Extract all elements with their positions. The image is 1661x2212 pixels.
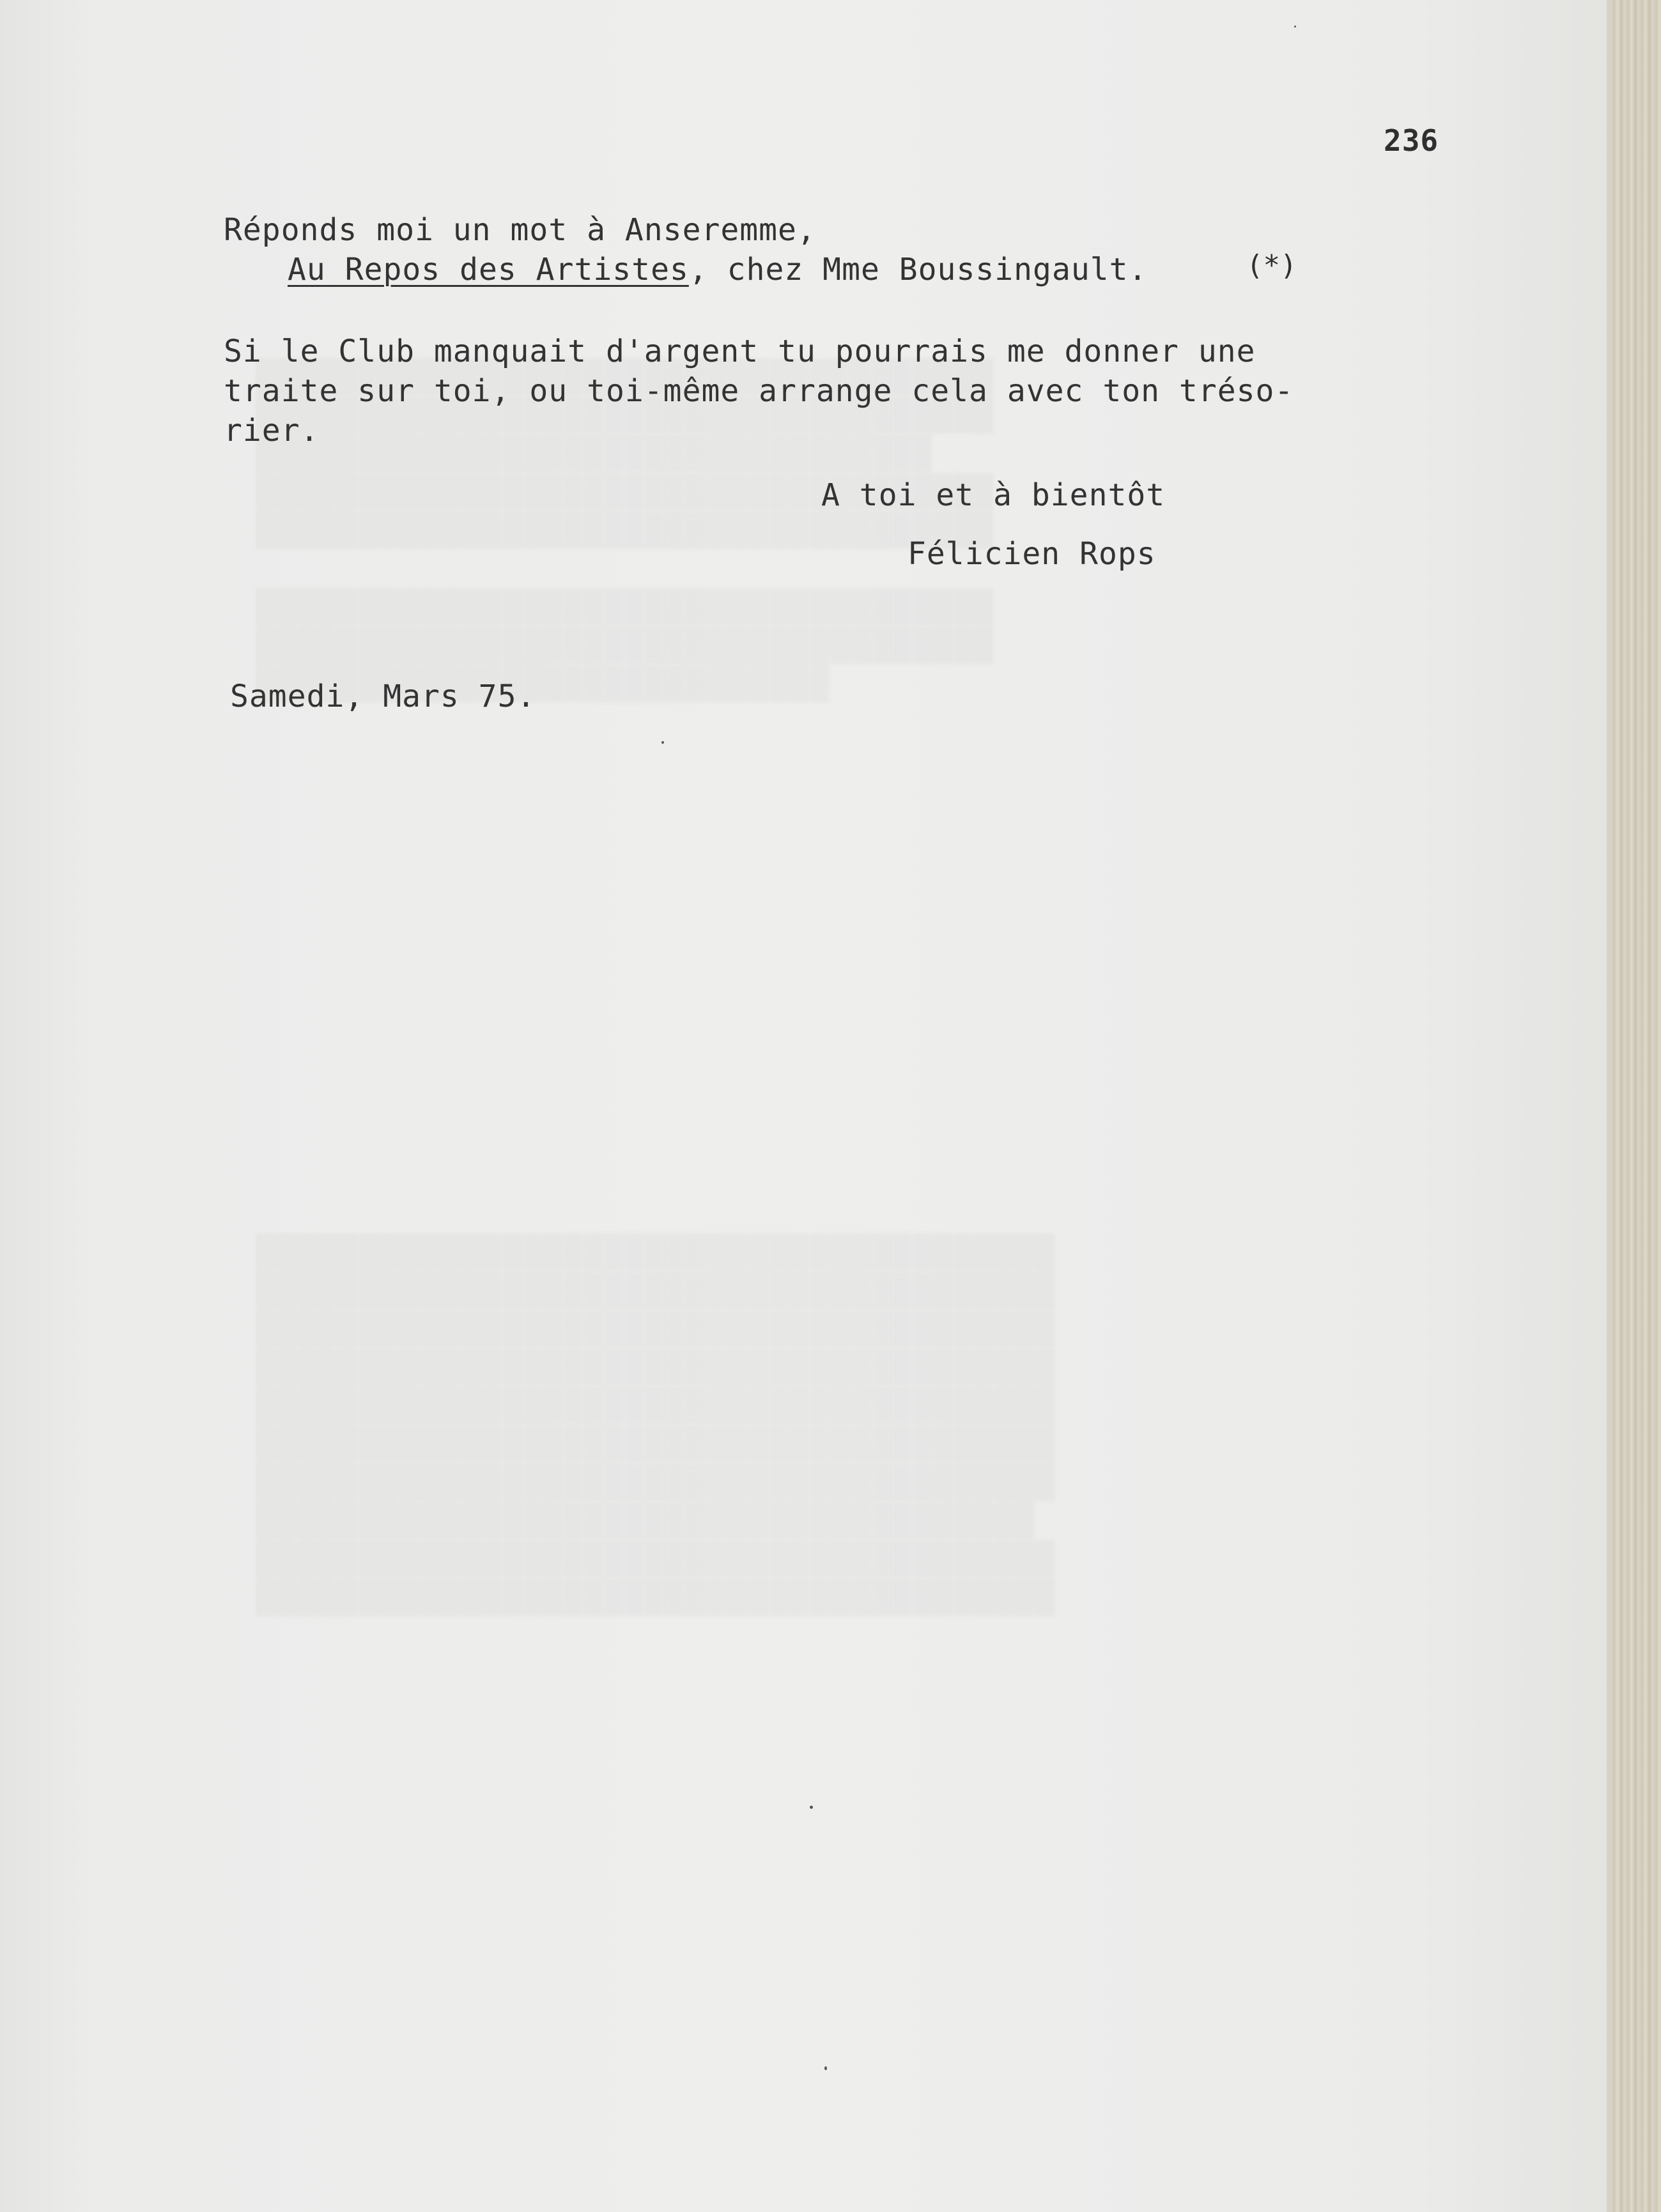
address-line (288, 250, 1147, 289)
letter-paragraph-line-1: Si le Club manquait d'argent tu pourrais me donner une (224, 334, 1256, 369)
letter-paragraph-line-2: traite sur toi, ou toi-même arrange cela avec ton tréso- (224, 373, 1294, 409)
page-number: 236 (1384, 123, 1439, 158)
letter-paragraph-line-3: rier. (224, 413, 320, 449)
reply-request-line: Réponds moi un mot à Anseremme, (224, 212, 816, 248)
address-remainder: , chez Mme Boussingault. (688, 252, 1148, 288)
closing-line: A toi et à bientôt (821, 477, 1166, 513)
inn-name: Au Repos des Artistes (288, 252, 689, 288)
reverse-side-show-through-lower (256, 1233, 1056, 1617)
paper-speck (661, 741, 664, 744)
paper-speck (1294, 26, 1296, 27)
book-page-edges (1611, 0, 1661, 2212)
paper-speck (824, 2066, 827, 2070)
date-line: Samedi, Mars 75. (230, 679, 536, 714)
signature-line: Félicien Rops (908, 536, 1156, 572)
footnote-marker: (*) (1246, 249, 1297, 282)
paper-speck (810, 1806, 813, 1809)
